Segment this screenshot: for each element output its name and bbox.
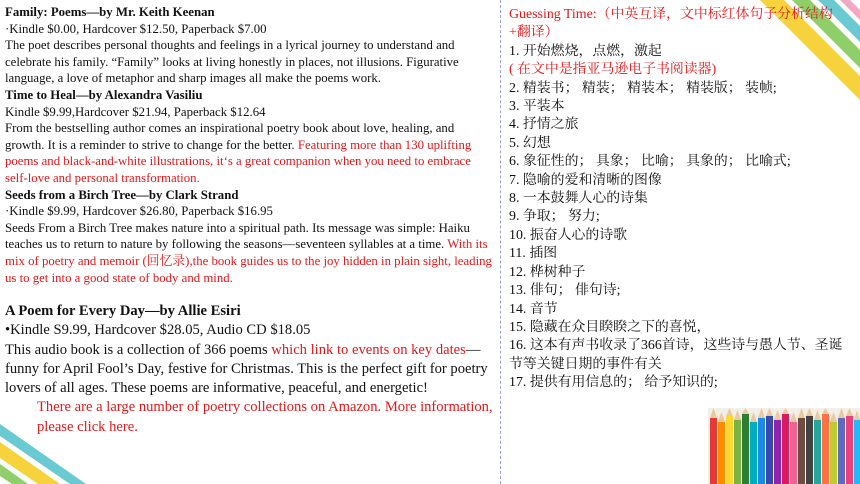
book-desc-birch-tree <box>5 220 495 286</box>
book-list-small <box>5 4 495 286</box>
book-prices-time-to-heal: Kindle $9.99,Hardcover $21.94, Paperback $12.64 <box>5 104 266 119</box>
vocabulary-panel <box>505 0 860 484</box>
desc-text: This audio book is a collection of 366 poems <box>5 341 272 358</box>
vocab-item: 15. 隐藏在众目睽睽之下的喜悦， <box>509 319 711 335</box>
vocab-item: 12. 桦树种子 <box>509 264 586 280</box>
vocab-item: 5. 幻想 <box>509 135 551 151</box>
book-title-poem-every-day: A Poem for Every Day—by Allie Esiri <box>5 303 241 319</box>
vocab-item: 3. 平装本 <box>509 99 565 115</box>
more-info-link[interactable]: There are a large number of poetry collections on Amazon. More information, please click here. <box>37 399 493 435</box>
highlight-sentence: Featuring more than 130 uplifting poems and black-and-white illustrations, it‘s a great companion when you need to embrace self-love and personal transformation. <box>5 137 472 185</box>
desc-text: From the bestselling author comes an inspirational poetry book about love, healing, and growth. It is a reminder to strive to change for the better. <box>5 121 455 152</box>
vocab-item: 11. 插图 <box>509 246 558 262</box>
book-prices-poem-every-day: •Kindle S9.99, Hardcover $28.05, Audio CD $18.05 <box>5 322 311 339</box>
vocab-item: 13. 俳句； 俳句诗; <box>509 283 621 299</box>
vocab-item: 4. 抒情之旅 <box>509 117 579 133</box>
desc-text-end: —funny for April Fool’s Day, festive for Christmas. This is the perfect gift for poetry lovers of all ages. These poems are informative, peaceful, and energetic! <box>5 341 488 397</box>
vocab-item: 14. 音节 <box>509 301 558 317</box>
book-list-large <box>5 302 497 437</box>
vocab-item-note: ( 在文中是指亚马逊电子书阅读器) <box>509 62 717 78</box>
panel-divider <box>500 0 501 484</box>
vocab-item: 10. 振奋人心的诗歌 <box>509 227 628 243</box>
desc-text: Seeds From a Birch Tree makes nature into a spiritual path. Its message was simple: Haiku teaches us to return to nature by following the seasons—seventeen syllables at a time. <box>5 220 470 252</box>
book-desc-time-to-heal <box>5 120 495 186</box>
vocab-item: 8. 一本鼓舞人心的诗集 <box>509 191 648 207</box>
vocab-item: 9. 争取； 努力; <box>509 209 600 225</box>
vocab-item: 16. 这本有声书收录了366首诗，这些诗与愚人节、圣诞节等关键日期的事件有关 <box>509 338 843 372</box>
highlight-sentence: With its mix of poetry and memoir (回忆录),the book guides us to the joy hidden in plain sight, leading us to get into a good state of body and mind. <box>5 237 492 285</box>
highlight-phrase: which link to events on key dates <box>271 341 466 358</box>
book-title-family: Family: Poems—by Mr. Keith Keenan <box>5 5 215 19</box>
book-prices-birch-tree: ·Kindle $9.99, Hardcover $26.80, Paperback $16.95 <box>5 204 273 219</box>
vocab-item: 7. 隐喻的爱和清晰的图像 <box>509 172 662 188</box>
book-title-birch-tree: Seeds from a Birch Tree—by Clark Strand <box>5 187 239 202</box>
book-prices-family: ·Kindle $0.00, Hardcover $12.50, Paperback $7.00 <box>5 21 267 36</box>
book-desc-family: The poet describes personal thoughts and feelings in a lyrical journey to understand and celebrate his family. “Family” looks at living honestly in places, not illusions. Figurative language, a love of metaphor and sharp images all make the poems work. <box>5 38 459 86</box>
vocab-item: 2. 精装书； 精装； 精装本； 精装版； 装帧; <box>509 80 777 96</box>
vocab-item: 17. 提供有用信息的； 给予知识的; <box>509 375 718 391</box>
colored-pencils-image <box>708 408 860 484</box>
book-title-time-to-heal: Time to Heal—by Alexandra Vasiliu <box>5 87 203 102</box>
vocab-item: 1. 开始燃烧，点燃，激起 <box>509 43 662 59</box>
vocabulary-list <box>509 6 854 393</box>
book-desc-poem-every-day <box>5 341 497 399</box>
vocab-item: 6. 象征性的； 具象； 比喻； 具象的； 比喻式; <box>509 154 791 170</box>
guessing-time-heading: Guessing Time:（中英互译，文中标红体句子分析结构+翻译） <box>509 7 833 41</box>
